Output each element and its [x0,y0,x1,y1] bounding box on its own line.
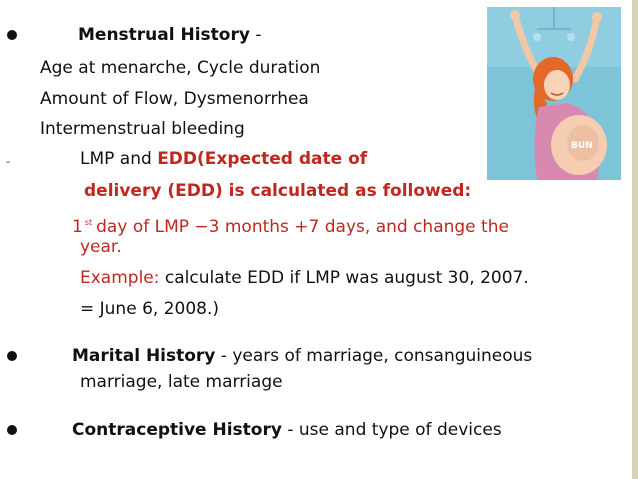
pregnant-woman-illustration-icon [487,7,621,180]
marital-title: Marital History [72,346,216,366]
edd-title: EDD(Expected date of [157,149,368,169]
contraceptive-line [72,419,502,441]
edd-rule [72,212,509,238]
edd-line-2: delivery (EDD) is calculated as followed: [84,181,472,201]
marital-line [72,345,532,367]
belly-text: BUN [571,141,593,151]
contraceptive-title: Contraceptive History [72,420,282,440]
lmp-prefix: LMP and [80,149,158,169]
example-line [80,267,529,289]
menstrual-title: Menstrual History [78,25,250,45]
dash-marker: - [6,155,10,168]
menstrual-heading [78,24,262,46]
menstrual-line-3: Intermenstrual bleeding [40,119,245,139]
menstrual-line-1: Age at menarche, Cycle duration [40,58,321,78]
rule-text: day of LMP −3 months +7 days, and change the [96,217,509,237]
rule-sup: st [84,218,93,227]
example-label: Example: [80,268,160,288]
rule-num: 1 [72,217,83,237]
marital-text: - years of marriage, consanguineous [215,346,533,366]
bullet-dot-marital [7,351,17,361]
lmp-edd-line [80,148,367,170]
example-text: calculate EDD if LMP was august 30, 2007. [159,268,529,288]
example-result: = June 6, 2008.) [80,299,219,319]
menstrual-line-2: Amount of Flow, Dysmenorrhea [40,89,309,109]
contraceptive-text: - use and type of devices [281,420,502,440]
bullet-dot-menstrual [7,30,17,40]
slide-border [632,0,638,479]
menstrual-title-suffix: - [249,25,262,45]
edd-rule-year: year. [80,237,122,257]
marital-line-2: marriage, late marriage [80,372,283,392]
bullet-dot-contraceptive [7,425,17,435]
